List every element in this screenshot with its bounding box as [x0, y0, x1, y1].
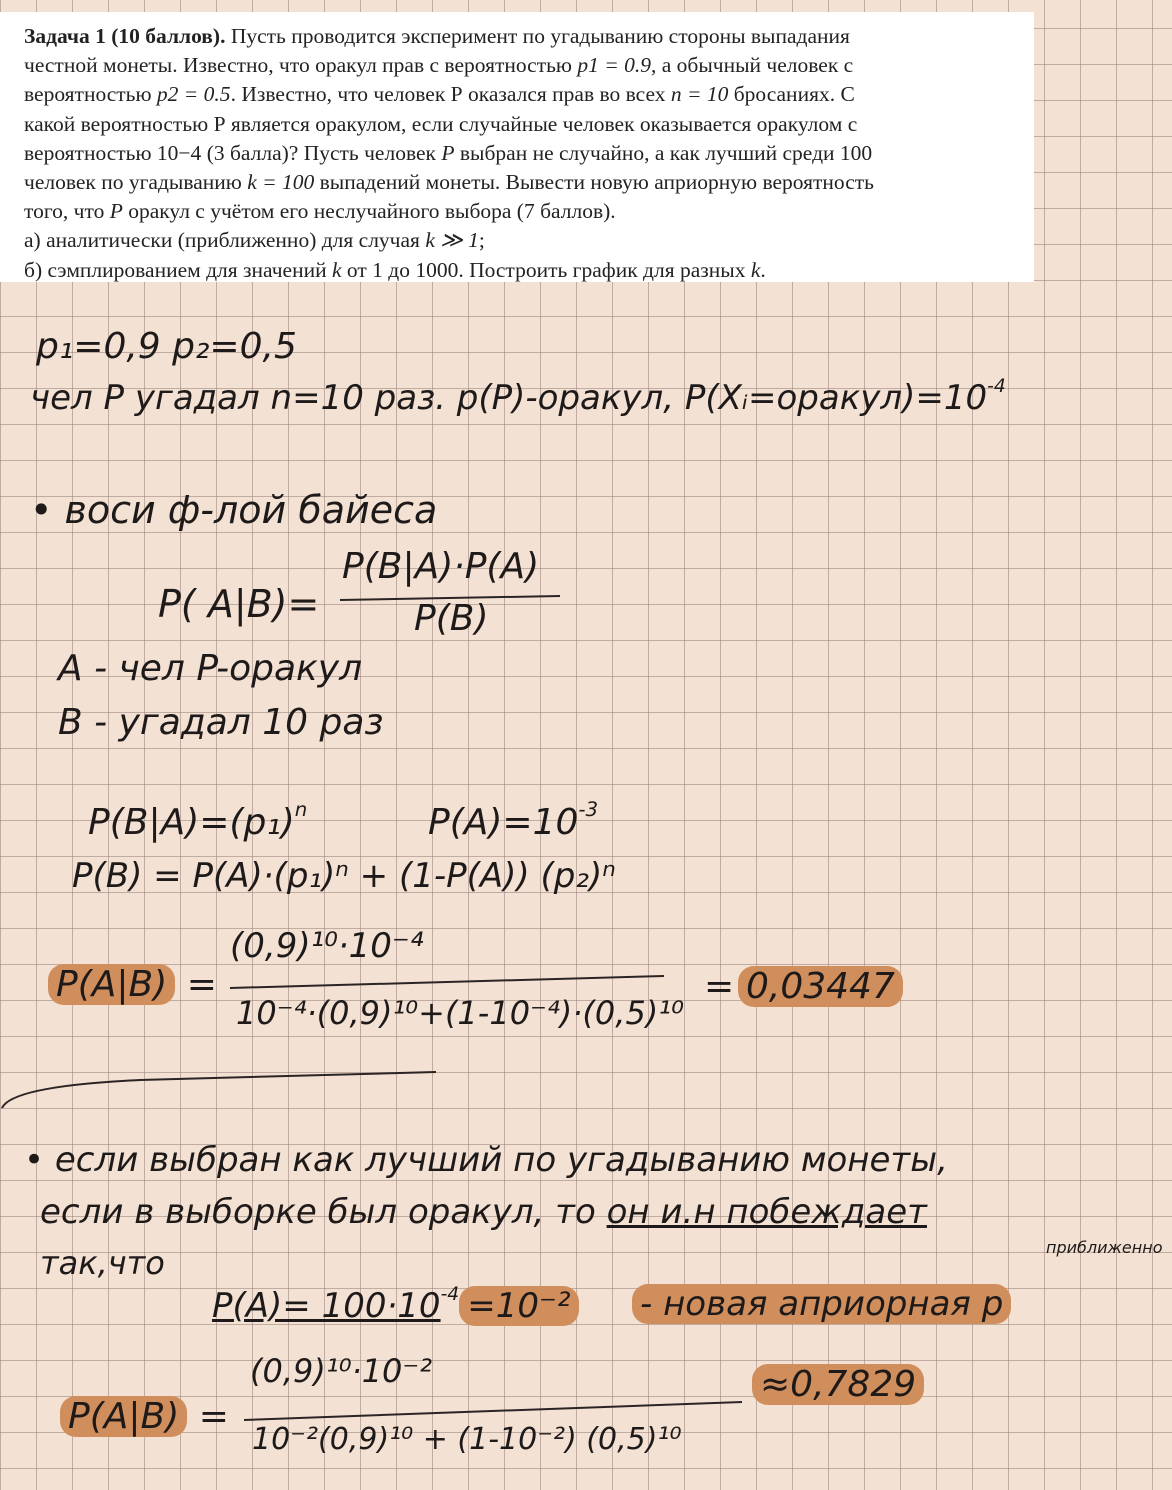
- p-b-given-a: $P(B|A)=(p_1)^n$: [88, 798, 308, 843]
- problem-title: Задача 1 (10 баллов).: [24, 24, 226, 48]
- problem-line-2: честной монеты. Известно, что оракул прав с вероятностью p1 = 0.9, а обычный человек с: [24, 53, 854, 78]
- problem-line-5: вероятностью 10−4 (3 балла)? Пусть человек P выбран не случайно, а как лучший среди 100: [24, 140, 873, 165]
- bayes-lhs: P( A|B)=: [158, 582, 320, 626]
- result-2-numerator: (0,9)¹⁰·10⁻²: [250, 1352, 433, 1390]
- problem-line-7: того, что P оракул с учётом его неслучайного выбора (7 баллов).: [24, 199, 616, 224]
- problem-line-3: вероятностью p2 = 0.5. Известно, что человек Р оказался прав во всех n = 10 бросаниях. С: [24, 82, 855, 107]
- given-probabilities: p₁=0,9 p₂=0,5: [36, 326, 297, 367]
- problem-part-a: а) аналитически (приближенно) для случая k ≫ 1;: [24, 228, 485, 253]
- section-divider-curve: [2, 1072, 436, 1108]
- bayes-numerator: P(B|A)·P(A): [342, 546, 540, 587]
- result-1-equals: =: [704, 966, 735, 1007]
- result-2-denominator: 10⁻²(0,9)¹⁰ + (1-10⁻²) (0,5)¹⁰: [252, 1422, 682, 1457]
- new-prior-equation: $P(A)= 100\cdot 10^{-4} =10^{-2}$: [212, 1284, 579, 1326]
- result-2-lhs: P(A|B) =: [60, 1396, 229, 1437]
- bayes-title: • воси ф-лой байеса: [30, 488, 438, 532]
- p-a: $P(A)=10^{-3}$: [428, 798, 599, 843]
- result-1-numerator: (0,9)¹⁰·10⁻⁴: [230, 926, 424, 966]
- new-prior-label: - новая априорная р: [632, 1284, 1011, 1324]
- problem-part-b: б) сэмплированием для значений k от 1 до 1000. Построить график для разных k.: [24, 257, 766, 282]
- bayes-denominator: P(B): [414, 598, 489, 639]
- section-2-line-1: • если выбран как лучший по угадыванию монеты,: [24, 1140, 948, 1180]
- notes-line-2: чел P угадал n=10 раз. p(P)-оракул, $P(Xᵢ=оракул)=10^{-4}$: [30, 376, 1006, 418]
- result-1-lhs: P(A|B) =: [48, 964, 217, 1005]
- section-2-line-2: если в выборке был оракул, то он и.н побеждает: [40, 1192, 927, 1232]
- section-2-line-3: так,что: [40, 1244, 165, 1282]
- problem-line-1: Задача 1 (10 баллов). Пусть проводится эксперимент по угадыванию стороны выпадания: [24, 24, 850, 48]
- p-b-total: P(B) = P(A)·(p₁)ⁿ + (1-P(A)) (p₂)ⁿ: [72, 856, 616, 896]
- problem-line-4: какой вероятностью Р является оракулом, если случайные человек оказывается оракулом с: [24, 111, 858, 136]
- result-1-value: 0,03447: [738, 966, 903, 1007]
- approx-aside: приближенно: [1046, 1238, 1163, 1257]
- definition-a: A - чел P-оракул: [58, 648, 363, 689]
- winner-claim: он и.н побеждает: [606, 1192, 927, 1232]
- result-1-denominator: 10⁻⁴·(0,9)¹⁰+(1-10⁻⁴)·(0,5)¹⁰: [236, 994, 684, 1032]
- result-2-value: ≈0,7829: [752, 1364, 924, 1405]
- definition-b: B - угадал 10 раз: [58, 702, 384, 743]
- problem-line-6: человек по угадыванию k = 100 выпадений монеты. Вывести новую априорную вероятность: [24, 170, 874, 195]
- res2-fraction-bar: [244, 1402, 742, 1420]
- res1-fraction-bar: [230, 976, 664, 988]
